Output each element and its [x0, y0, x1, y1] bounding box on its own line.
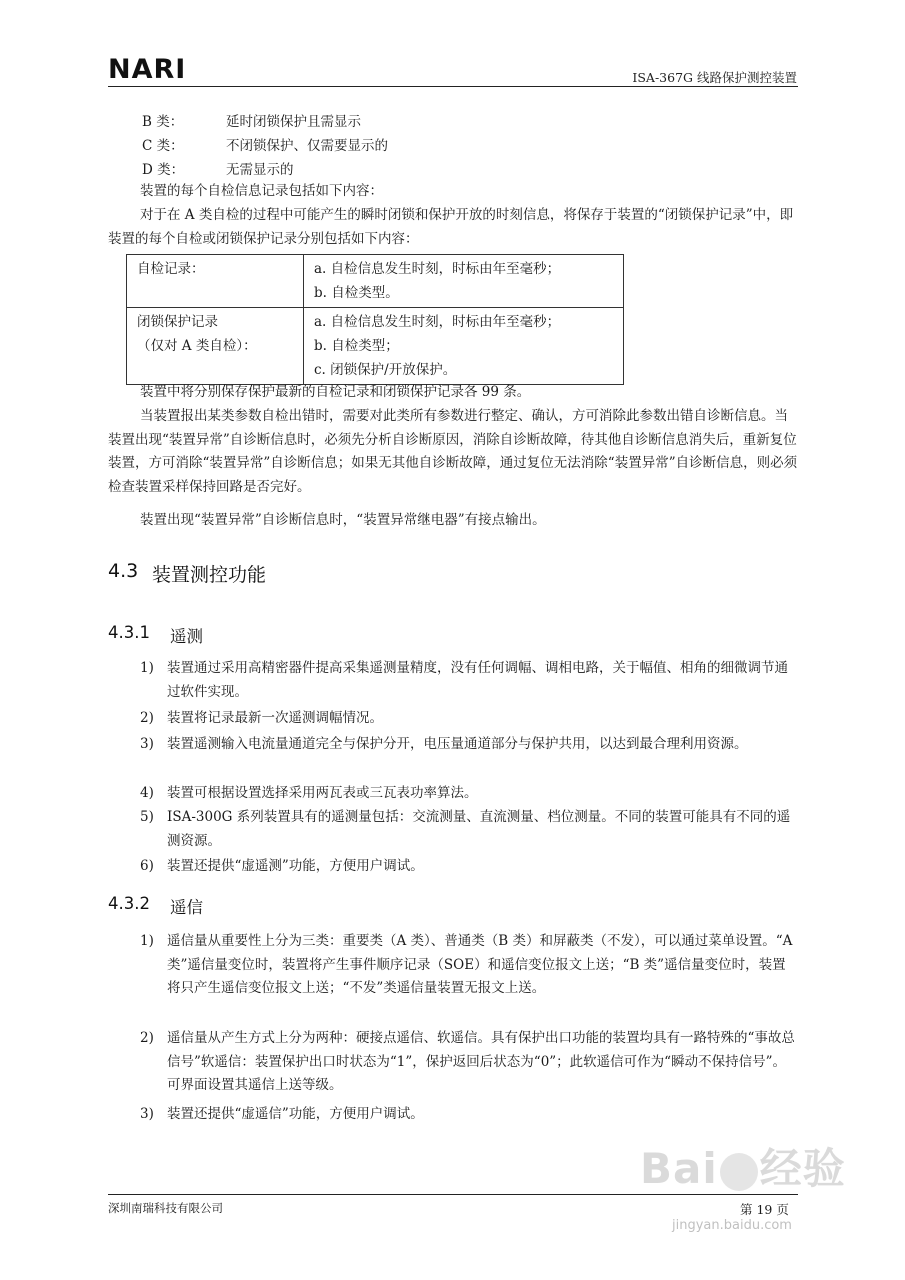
footer-company: 深圳南瑞科技有限公司 — [108, 1201, 223, 1215]
lock-record-label: 闭锁保护记录 — [137, 314, 218, 330]
list-item-text: 装置将记录最新一次遥测调幅情况。 — [167, 710, 383, 726]
company-logo: NARI — [108, 54, 187, 85]
class-d-desc: 无需显示的 — [226, 162, 294, 178]
table-row — [127, 255, 624, 308]
subsection-title-telemetry: 遥测 — [170, 627, 203, 646]
class-c-label: C 类： — [142, 138, 184, 154]
table-item: a. 自检信息发生时刻，时标由年至毫秒； — [314, 314, 561, 330]
list-item — [140, 1103, 800, 1127]
list-item-number: 2) — [140, 710, 154, 726]
page-number: 第 19 页 — [740, 1202, 789, 1217]
list-item — [140, 733, 800, 780]
document-title: ISA-367G 线路保护测控装置 — [632, 70, 797, 85]
table-row — [127, 308, 624, 385]
list-item — [140, 930, 800, 1025]
list-item-text: 装置可根据设置选择采用两瓦表或三瓦表功率算法。 — [167, 785, 478, 801]
class-b-desc: 延时闭锁保护且需显示 — [226, 114, 361, 130]
table-item: c. 闭锁保护/开放保护。 — [314, 362, 457, 378]
list-item-text: 装置还提供“虚遥信”功能，方便用户调试。 — [167, 1106, 424, 1122]
class-c-desc: 不闭锁保护、仅需要显示的 — [226, 138, 388, 154]
list-item-number: 3) — [140, 736, 154, 752]
list-item-text: ISA-300G 系列装置具有的遥测量包括：交流测量、直流测量、档位测量。不同的装置可能具有不同的遥测资源。 — [167, 809, 791, 849]
table-cell-label — [127, 255, 304, 308]
self-check-record-label: 自检记录： — [137, 261, 205, 277]
class-b-label: B 类： — [142, 114, 184, 130]
watermark-url: jingyan.baidu.com — [672, 1218, 792, 1233]
list-item — [140, 806, 800, 853]
relay-output-paragraph: 装置出现“装置异常”自诊断信息时，“装置异常继电器”有接点输出。 — [140, 512, 546, 528]
table-item: b. 自检类型。 — [314, 285, 399, 301]
list-item-number: 3) — [140, 1106, 154, 1122]
list-item-text: 装置通过采用高精密器件提高采集遥测量精度，没有任何调幅、调相电路，关于幅值、相角的细微调节通过软件实现。 — [167, 660, 788, 700]
table-cell-label — [127, 308, 304, 385]
header-rule — [108, 86, 798, 87]
intro-paragraph-1: 装置的每个自检信息记录包括如下内容： — [140, 183, 383, 199]
list-item-text: 装置还提供“虚遥测”功能，方便用户调试。 — [167, 858, 424, 874]
record-contents-table — [126, 254, 624, 385]
watermark-brand-suffix: 经验 — [759, 1144, 846, 1193]
list-item-number: 5) — [140, 809, 154, 825]
list-item-number: 4) — [140, 785, 154, 801]
subsection-title-telesignal: 遥信 — [170, 898, 203, 917]
baidu-watermark — [640, 1136, 846, 1196]
subsection-number-telemetry: 4.3.1 — [108, 623, 150, 642]
table-cell-items — [304, 308, 624, 385]
list-item — [140, 657, 800, 704]
lock-record-sublabel: （仅对 A 类自检）： — [137, 338, 257, 354]
list-item-number: 1) — [140, 660, 154, 676]
section-number: 4.3 — [108, 560, 139, 582]
class-d-label: D 类： — [142, 162, 185, 178]
list-item-number: 1) — [140, 933, 154, 949]
table-item: b. 自检类型； — [314, 338, 399, 354]
diagnosis-paragraph: 当装置报出某类参数自检出错时，需要对此类所有参数进行整定、确认，方可消除此参数出错自诊断信息。当装置出现“装置异常”自诊断信息时，必须先分析自诊断原因，消除自诊断故障，待其他自诊断信息消失后，重新复位装置，方可消除“装置异常”自诊断信息；如果无其他自诊断故障，通过复位无法消除“装置异常”自诊断信息，则必须检查装置采样保持回路是否完好。 — [108, 408, 798, 495]
watermark-brand: Bai — [640, 1144, 718, 1193]
list-item-number: 2) — [140, 1030, 154, 1046]
list-item — [140, 707, 800, 731]
intro-paragraph-2: 对于在 A 类自检的过程中可能产生的瞬时闭锁和保护开放的时刻信息，将保存于装置的“闭锁保护记录”中，即装置的每个自检或闭锁保护记录分别包括如下内容： — [108, 207, 794, 247]
table-item: a. 自检信息发生时刻，时标由年至毫秒； — [314, 261, 561, 277]
section-title: 装置测控功能 — [152, 564, 267, 586]
list-item-number: 6) — [140, 858, 154, 874]
record-count-paragraph: 装置中将分别保存保护最新的自检记录和闭锁保护记录各 99 条。 — [140, 384, 531, 400]
list-item — [140, 855, 800, 879]
list-item-text: 遥信量从重要性上分为三类：重要类（A 类）、普通类（B 类）和屏蔽类（不发），可以通过菜单设置。“A 类”遥信量变位时，装置将产生事件顺序记录（SOE）和遥信变位报文上送；“B 类”遥信量变位时，装置将只产生遥信变位报文上送；“不发”类遥信量装置无报文上送。 — [167, 933, 793, 996]
list-item-text: 遥信量从产生方式上分为两种：硬接点遥信、软遥信。具有保护出口功能的装置均具有一路特殊的“事故总信号”软遥信：装置保护出口时状态为“1”，保护返回后状态为“0”；此软遥信可作为“瞬动不保持信号”。可界面设置其遥信上送等级。 — [167, 1030, 795, 1093]
list-item-text: 装置遥测输入电流量通道完全与保护分开，电压量通道部分与保护共用，以达到最合理利用资源。 — [167, 736, 748, 752]
subsection-number-telesignal: 4.3.2 — [108, 894, 150, 913]
footer-rule — [108, 1194, 798, 1195]
list-item — [140, 782, 800, 806]
table-cell-items — [304, 255, 624, 308]
paw-icon — [720, 1153, 758, 1191]
list-item — [140, 1027, 800, 1099]
